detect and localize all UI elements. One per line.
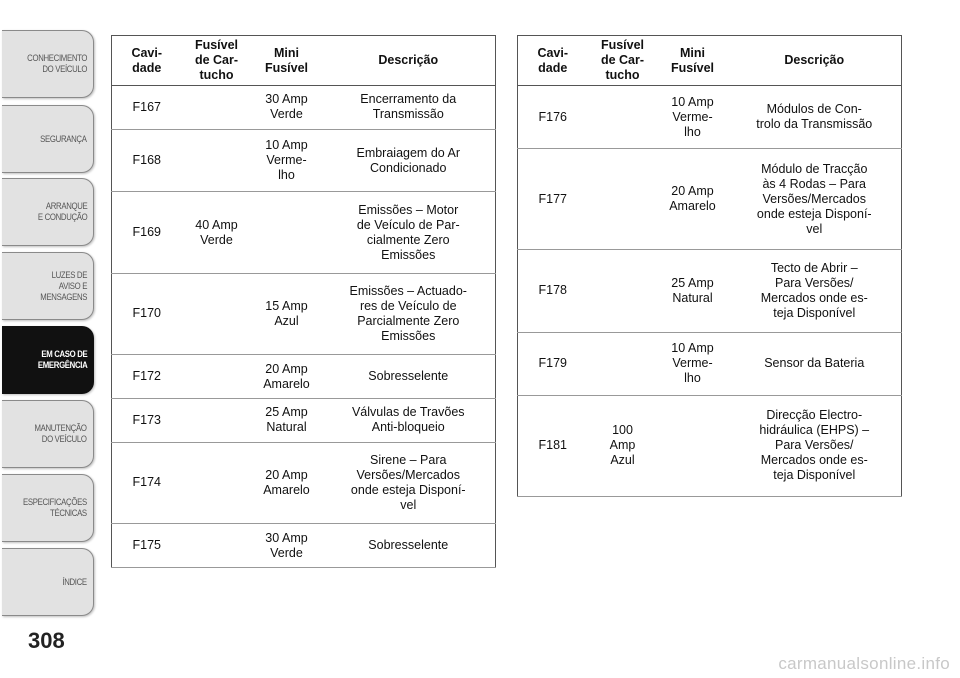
chapter-tab-3[interactable] bbox=[2, 178, 94, 246]
table-row bbox=[518, 86, 902, 149]
chapter-tab-7[interactable] bbox=[2, 474, 94, 542]
table-row bbox=[112, 273, 496, 354]
cartridge-fuse-cell bbox=[182, 355, 252, 399]
description-cell: Sobresselente bbox=[322, 524, 496, 568]
mini-fuse-cell: 25 Amp Natural bbox=[658, 250, 728, 332]
chapter-tab-4[interactable] bbox=[2, 252, 94, 320]
description-cell: Sirene – Para Versões/Mercados onde esteja Disponí- vel bbox=[322, 442, 496, 523]
cartridge-fuse-cell bbox=[588, 250, 658, 332]
header-cavity: Cavi- dade bbox=[518, 36, 588, 86]
header-cavity: Cavi- dade bbox=[112, 36, 182, 86]
fuse-table-right bbox=[517, 35, 902, 497]
description-cell: Tecto de Abrir – Para Versões/ Mercados onde es- teja Disponível bbox=[728, 250, 902, 332]
description-cell: Válvulas de Travões Anti-bloqueio bbox=[322, 398, 496, 442]
cavity-cell: F177 bbox=[518, 149, 588, 250]
description-cell: Sensor da Bateria bbox=[728, 332, 902, 395]
chapter-tab-1[interactable] bbox=[2, 30, 94, 98]
mini-fuse-cell: 25 Amp Natural bbox=[252, 398, 322, 442]
cartridge-fuse-cell: 100 Amp Azul bbox=[588, 395, 658, 496]
cartridge-fuse-cell: 40 Amp Verde bbox=[182, 192, 252, 273]
table-row bbox=[518, 250, 902, 332]
chapter-tab-label: ARRANQUE E CONDUÇÃO bbox=[37, 201, 87, 223]
mini-fuse-cell: 10 Amp Verme- lho bbox=[252, 129, 322, 192]
cartridge-fuse-cell bbox=[588, 149, 658, 250]
table-row bbox=[112, 398, 496, 442]
mini-fuse-cell: 20 Amp Amarelo bbox=[252, 355, 322, 399]
header-mini-fuse: Mini Fusível bbox=[252, 36, 322, 86]
page-number: 308 bbox=[28, 628, 65, 653]
header-cartridge-fuse: Fusível de Car- tucho bbox=[182, 36, 252, 86]
watermark: carmanualsonline.info bbox=[778, 654, 950, 673]
description-cell: Embraiagem do Ar Condicionado bbox=[322, 129, 496, 192]
table-row bbox=[112, 129, 496, 192]
chapter-tab-label: MANUTENÇÃO DO VEÍCULO bbox=[34, 423, 87, 445]
chapter-tab-6[interactable] bbox=[2, 400, 94, 468]
table-row bbox=[112, 442, 496, 523]
cartridge-fuse-cell bbox=[588, 86, 658, 149]
table-row bbox=[112, 355, 496, 399]
mini-fuse-cell: 30 Amp Verde bbox=[252, 524, 322, 568]
chapter-tab-label: CONHECIMENTO DO VEÍCULO bbox=[27, 53, 87, 75]
chapter-tab-label: ESPECIFICAÇÕES TÉCNICAS bbox=[23, 497, 87, 519]
cartridge-fuse-cell bbox=[182, 442, 252, 523]
cavity-cell: F181 bbox=[518, 395, 588, 496]
cartridge-fuse-cell bbox=[182, 398, 252, 442]
chapter-tab-label: LUZES DE AVISO E MENSAGENS bbox=[40, 269, 87, 303]
description-cell: Encerramento da Transmissão bbox=[322, 86, 496, 130]
cavity-cell: F173 bbox=[112, 398, 182, 442]
cavity-cell: F170 bbox=[112, 273, 182, 354]
cavity-cell: F178 bbox=[518, 250, 588, 332]
mini-fuse-cell bbox=[252, 192, 322, 273]
fuse-table-left-header bbox=[112, 36, 496, 86]
cartridge-fuse-cell bbox=[182, 273, 252, 354]
description-cell: Módulo de Tracção às 4 Rodas – Para Versões/Mercados onde esteja Disponí- vel bbox=[728, 149, 902, 250]
cavity-cell: F176 bbox=[518, 86, 588, 149]
description-cell: Módulos de Con- trolo da Transmissão bbox=[728, 86, 902, 149]
fuse-table-right-header bbox=[518, 36, 902, 86]
description-cell: Sobresselente bbox=[322, 355, 496, 399]
header-cartridge-fuse: Fusível de Car- tucho bbox=[588, 36, 658, 86]
description-cell: Direcção Electro- hidráulica (EHPS) – Para Versões/ Mercados onde es- teja Disponível bbox=[728, 395, 902, 496]
table-row bbox=[518, 149, 902, 250]
fuse-table-left bbox=[111, 35, 496, 568]
table-row bbox=[518, 395, 902, 496]
mini-fuse-cell: 20 Amp Amarelo bbox=[658, 149, 728, 250]
chapter-tab-8[interactable] bbox=[2, 548, 94, 616]
table-row bbox=[112, 86, 496, 130]
header-description: Descrição bbox=[728, 36, 902, 86]
mini-fuse-cell bbox=[658, 395, 728, 496]
table-row bbox=[112, 192, 496, 273]
cavity-cell: F168 bbox=[112, 129, 182, 192]
chapter-tab-label: SEGURANÇA bbox=[40, 133, 87, 145]
cartridge-fuse-cell bbox=[182, 524, 252, 568]
mini-fuse-cell: 20 Amp Amarelo bbox=[252, 442, 322, 523]
chapter-tab-5[interactable] bbox=[2, 326, 94, 394]
chapter-tab-label: ÍNDICE bbox=[62, 576, 87, 588]
table-row bbox=[518, 332, 902, 395]
cavity-cell: F175 bbox=[112, 524, 182, 568]
chapter-tab-2[interactable] bbox=[2, 105, 94, 173]
header-mini-fuse: Mini Fusível bbox=[658, 36, 728, 86]
cartridge-fuse-cell bbox=[182, 86, 252, 130]
mini-fuse-cell: 30 Amp Verde bbox=[252, 86, 322, 130]
header-description: Descrição bbox=[322, 36, 496, 86]
cavity-cell: F172 bbox=[112, 355, 182, 399]
description-cell: Emissões – Motor de Veículo de Par- cialmente Zero Emissões bbox=[322, 192, 496, 273]
description-cell: Emissões – Actuado- res de Veículo de Parcialmente Zero Emissões bbox=[322, 273, 496, 354]
cavity-cell: F169 bbox=[112, 192, 182, 273]
cavity-cell: F179 bbox=[518, 332, 588, 395]
cartridge-fuse-cell bbox=[588, 332, 658, 395]
mini-fuse-cell: 15 Amp Azul bbox=[252, 273, 322, 354]
cartridge-fuse-cell bbox=[182, 129, 252, 192]
mini-fuse-cell: 10 Amp Verme- lho bbox=[658, 332, 728, 395]
chapter-tab-label: EM CASO DE EMERGÊNCIA bbox=[37, 349, 87, 371]
mini-fuse-cell: 10 Amp Verme- lho bbox=[658, 86, 728, 149]
cavity-cell: F167 bbox=[112, 86, 182, 130]
cavity-cell: F174 bbox=[112, 442, 182, 523]
table-row bbox=[112, 524, 496, 568]
